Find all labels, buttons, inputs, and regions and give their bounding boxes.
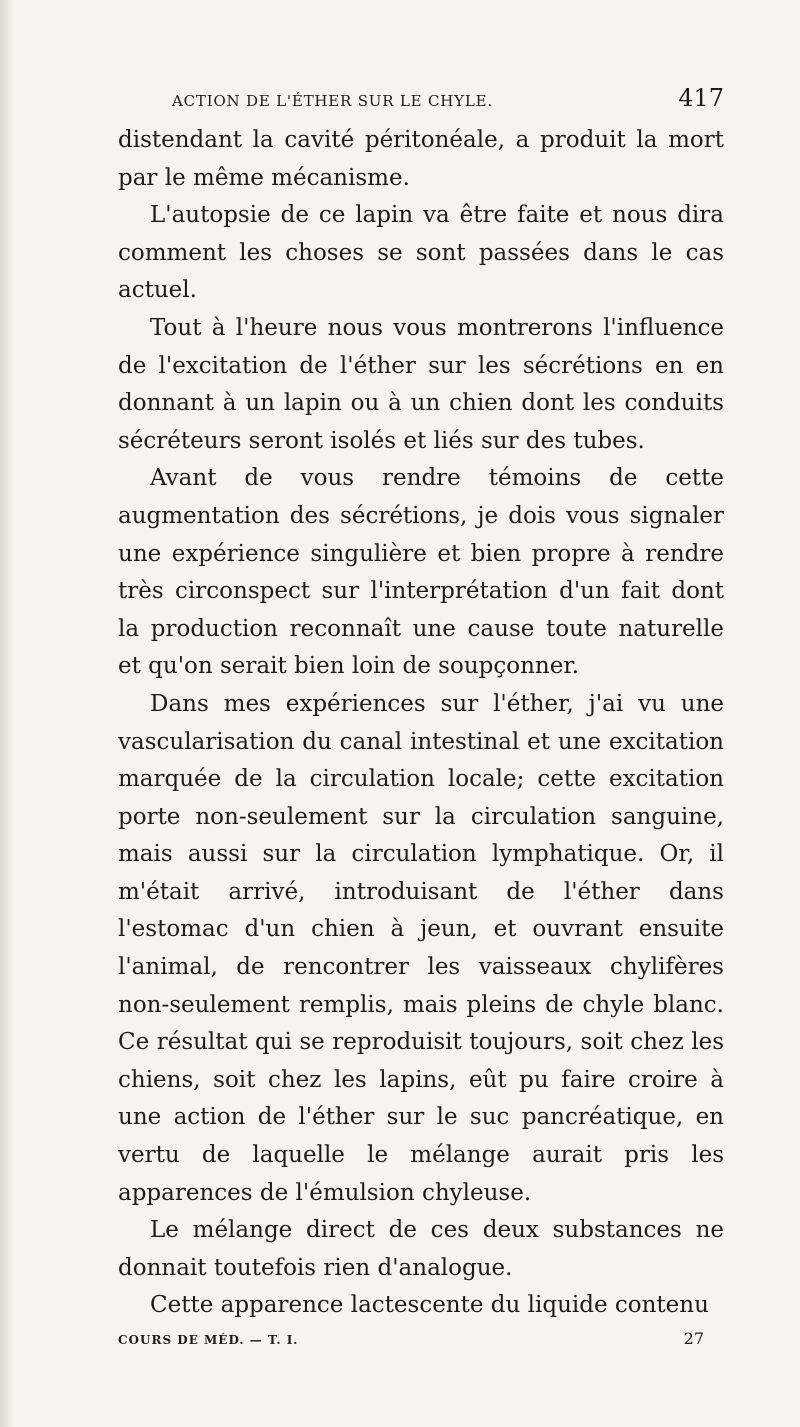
page-number: 417 (678, 84, 724, 112)
paragraph-3: Tout à l'heure nous vous montrerons l'influence de l'excitation de l'éther sur les sécrétions en en donnant à un lapin ou à un chien dont les conduits sécréteurs seront isolés et liés sur des tubes. (118, 314, 724, 454)
page-binding-edge (0, 0, 14, 1427)
signature-mark: 27 (683, 1329, 704, 1348)
paragraph-6: Le mélange direct de ces deux substances ne donnait toutefois rien d'analogue. (118, 1217, 724, 1281)
paragraph-2: L'autopsie de ce lapin va être faite et nous dira comment les choses se sont passées dans le cas actuel. (118, 202, 724, 304)
paragraph-1: distendant la cavité péritonéale, a produit la mort par le même mécanisme. (118, 127, 724, 191)
paragraph-7: Cette apparence lactescente du liquide contenu (150, 1292, 709, 1319)
running-header (118, 84, 724, 122)
paragraph-4: Avant de vous rendre témoins de cette augmentation des sécrétions, je dois vous signaler une expérience singulière et bien propre à rendre très circonspect sur l'interprétation d'un fait dont la production reconnaît une cause toute naturelle et qu'on serait bien loin de soupçonner. (118, 465, 724, 680)
paragraph-5: Dans mes expériences sur l'éther, j'ai vu une vascularisation du canal intestinal et une excitation marquée de la circulation locale; cette excitation porte non-seulement sur la circulation sanguine, mais aussi sur la circulation lymphatique. Or, il m'était arrivé, introduisant de l'éther dans l'estomac d'un chien à jeun, et ouvrant ensuite l'animal, de rencontrer les vaisseaux chylifères non-seulement remplis, mais pleins de chyle blanc. Ce résultat qui se reproduisit toujours, soit chez les chiens, soit chez les lapins, eût pu faire croire à une action de l'éther sur le suc pancréatique, en vertu de laquelle le mélange aurait pris les apparences de l'émulsion chyleuse. (118, 690, 724, 1206)
printer-signature: COURS DE MÉD. — T. I. (118, 1333, 299, 1347)
body-text (118, 122, 724, 1325)
book-page (118, 84, 724, 1348)
page-footer (118, 1329, 724, 1348)
running-title: ACTION DE L'ÉTHER SUR LE CHYLE. (172, 92, 493, 110)
